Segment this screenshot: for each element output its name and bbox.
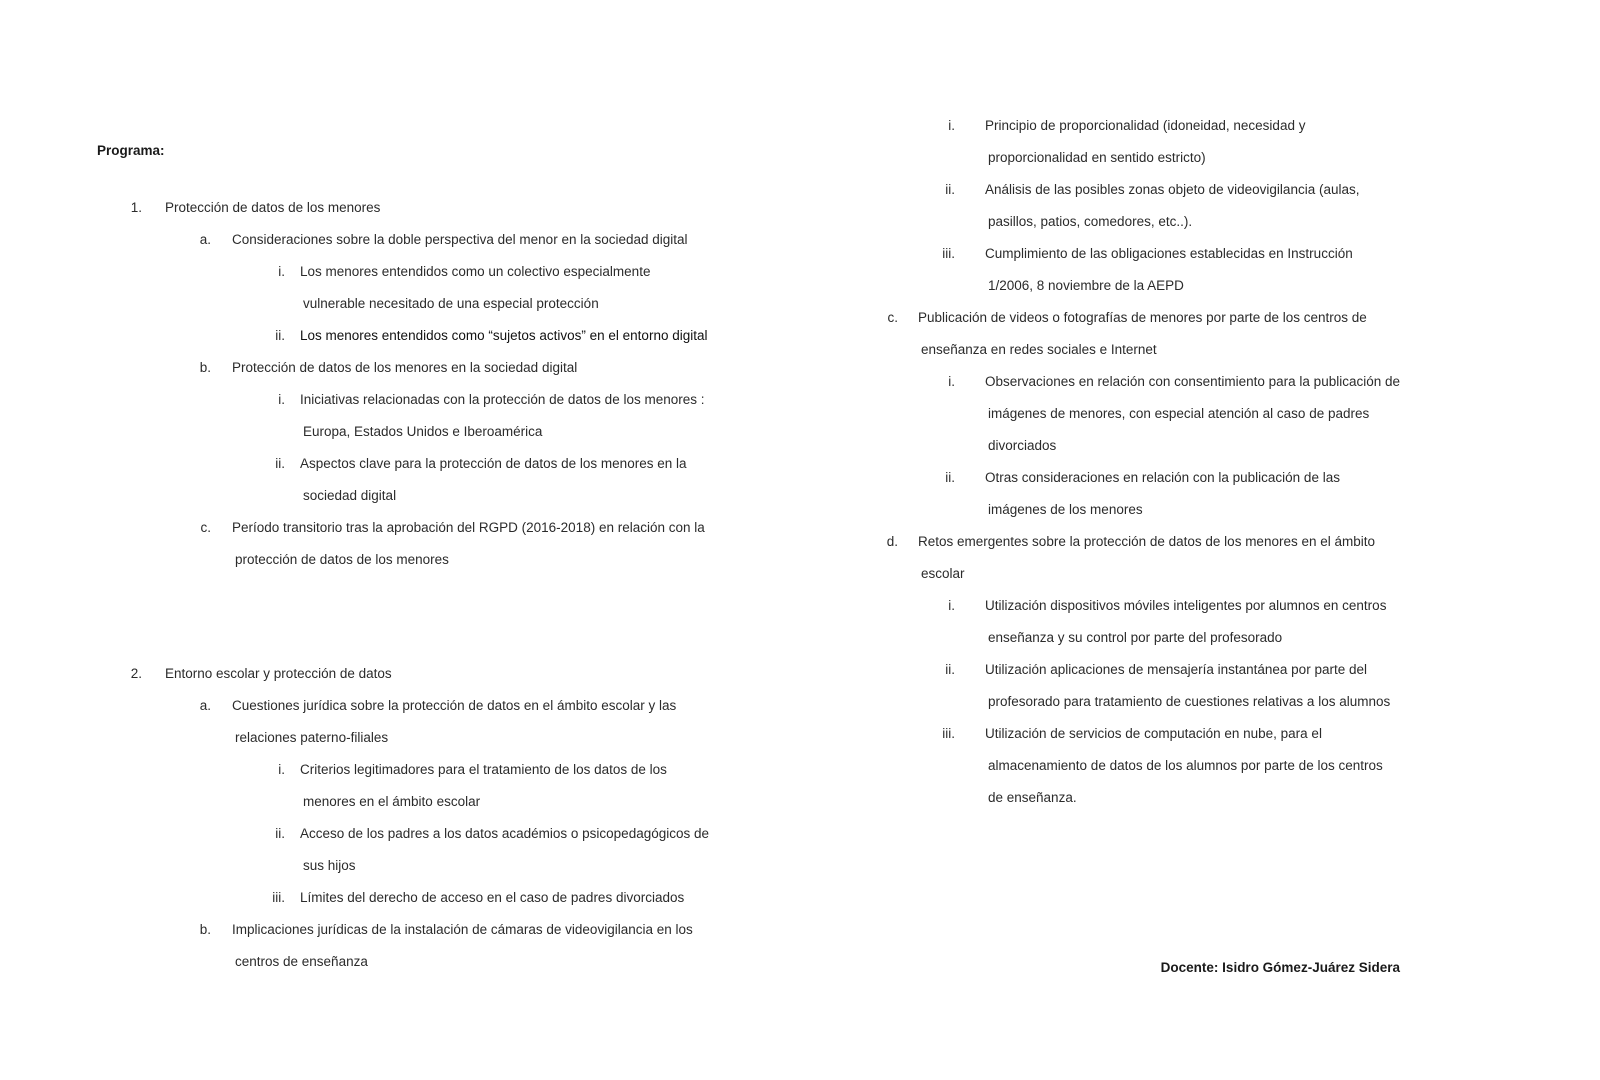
item-2d-iii-line3: de enseñanza. (988, 790, 1077, 805)
item-2a-line2: relaciones paterno-filiales (235, 730, 389, 745)
item-1a-i-line1: Los menores entendidos como un colectivo especialmente (300, 264, 651, 279)
item-2a-i-line2: menores en el ámbito escolar (303, 794, 481, 809)
item-2a-ii-marker: ii. (275, 826, 285, 841)
teacher-credit: Docente: Isidro Gómez-Juárez Sidera (1160, 960, 1400, 975)
section-1-title: Protección de datos de los menores (165, 200, 381, 215)
item-2b-i-line1: Principio de proporcionalidad (idoneidad, necesidad y (985, 118, 1306, 133)
page-heading: Programa: (97, 143, 165, 158)
item-2d-line2: escolar (921, 566, 965, 581)
item-1b-ii-line1: Aspectos clave para la protección de datos de los menores en la (300, 456, 687, 471)
item-1b-marker: b. (199, 360, 211, 375)
item-2b-line1: Implicaciones jurídicas de la instalación de cámaras de videovigilancia en los (232, 922, 693, 937)
item-1a-ii-line1: Los menores entendidos como “sujetos activos” en el entorno digital (300, 328, 708, 343)
item-2b-ii-marker: ii. (945, 182, 955, 197)
item-1a-ii-marker: ii. (275, 328, 285, 343)
item-2d-iii-marker: iii. (942, 726, 955, 741)
item-2a-iii-line1: Límites del derecho de acceso en el caso de padres divorciados (300, 890, 685, 905)
item-2b-marker: b. (199, 922, 211, 937)
item-2d-iii-line1: Utilización de servicios de computación en nube, para el (985, 726, 1322, 741)
item-2c-ii-marker: ii. (945, 470, 955, 485)
item-2d-ii-line1: Utilización aplicaciones de mensajería instantánea por parte del (985, 662, 1367, 677)
item-2a-ii-line2: sus hijos (303, 858, 356, 873)
item-2c-ii-line2: imágenes de los menores (988, 502, 1143, 517)
item-2b-ii-line1: Análisis de las posibles zonas objeto de videovigilancia (aulas, (985, 182, 1360, 197)
section-1-number: 1. (130, 200, 142, 215)
item-2c-i-line1: Observaciones en relación con consentimiento para la publicación de (985, 374, 1400, 389)
item-2a-marker: a. (199, 698, 211, 713)
section-2-title: Entorno escolar y protección de datos (165, 666, 392, 681)
item-2a-i-marker: i. (278, 762, 285, 777)
item-2d-line1: Retos emergentes sobre la protección de datos de los menores en el ámbito (918, 534, 1376, 549)
item-1b-i-line1: Iniciativas relacionadas con la protección de datos de los menores : (300, 392, 705, 407)
item-2a-line1: Cuestiones jurídica sobre la protección de datos en el ámbito escolar y las (232, 698, 677, 713)
item-2d-ii-marker: ii. (945, 662, 955, 677)
item-2c-line2: enseñanza en redes sociales e Internet (921, 342, 1157, 357)
item-1c-line1: Período transitorio tras la aprobación del RGPD (2016-2018) en relación con la (232, 520, 705, 535)
item-1c-marker: c. (200, 520, 211, 535)
item-2d-ii-line2: profesorado para tratamiento de cuestiones relativas a los alumnos (988, 694, 1391, 709)
section-2-number: 2. (130, 666, 142, 681)
item-1a-text: Consideraciones sobre la doble perspectiva del menor en la sociedad digital (232, 232, 688, 247)
item-1c-line2: protección de datos de los menores (235, 552, 449, 567)
item-2b-iii-line2: 1/2006, 8 noviembre de la AEPD (988, 278, 1184, 293)
item-2d-i-line2: enseñanza y su control por parte del profesorado (988, 630, 1283, 645)
item-1b-ii-marker: ii. (275, 456, 285, 471)
item-1b-text: Protección de datos de los menores en la sociedad digital (232, 360, 578, 375)
item-2d-i-line1: Utilización dispositivos móviles inteligentes por alumnos en centros (985, 598, 1387, 613)
item-2b-line2: centros de enseñanza (235, 954, 368, 969)
item-2d-i-marker: i. (948, 598, 955, 613)
item-2d-marker: d. (886, 534, 898, 549)
item-2b-iii-line1: Cumplimiento de las obligaciones establecidas en Instrucción (985, 246, 1353, 261)
item-2c-ii-line1: Otras consideraciones en relación con la publicación de las (985, 470, 1340, 485)
item-1a-i-line2: vulnerable necesitado de una especial protección (303, 296, 599, 311)
item-2b-i-marker: i. (948, 118, 955, 133)
item-1a-marker: a. (199, 232, 211, 247)
item-1a-i-marker: i. (278, 264, 285, 279)
item-2c-i-marker: i. (948, 374, 955, 389)
item-2a-i-line1: Criterios legitimadores para el tratamiento de los datos de los (300, 762, 667, 777)
item-2c-line1: Publicación de videos o fotografías de menores por parte de los centros de (918, 310, 1367, 325)
item-2b-iii-marker: iii. (942, 246, 955, 261)
item-2b-i-line2: proporcionalidad en sentido estricto) (988, 150, 1206, 165)
item-2c-i-line2: imágenes de menores, con especial atención al caso de padres (988, 406, 1370, 421)
item-1b-i-marker: i. (278, 392, 285, 407)
item-2c-marker: c. (887, 310, 898, 325)
item-2b-ii-line2: pasillos, patios, comedores, etc..). (988, 214, 1193, 229)
item-1b-i-line2: Europa, Estados Unidos e Iberoamérica (303, 424, 543, 439)
item-2a-ii-line1: Acceso de los padres a los datos académios o psicopedagógicos de (300, 826, 710, 841)
item-2c-i-line3: divorciados (988, 438, 1057, 453)
item-1b-ii-line2: sociedad digital (303, 488, 397, 503)
item-2a-iii-marker: iii. (272, 890, 285, 905)
item-2d-iii-line2: almacenamiento de datos de los alumnos por parte de los centros (988, 758, 1383, 773)
